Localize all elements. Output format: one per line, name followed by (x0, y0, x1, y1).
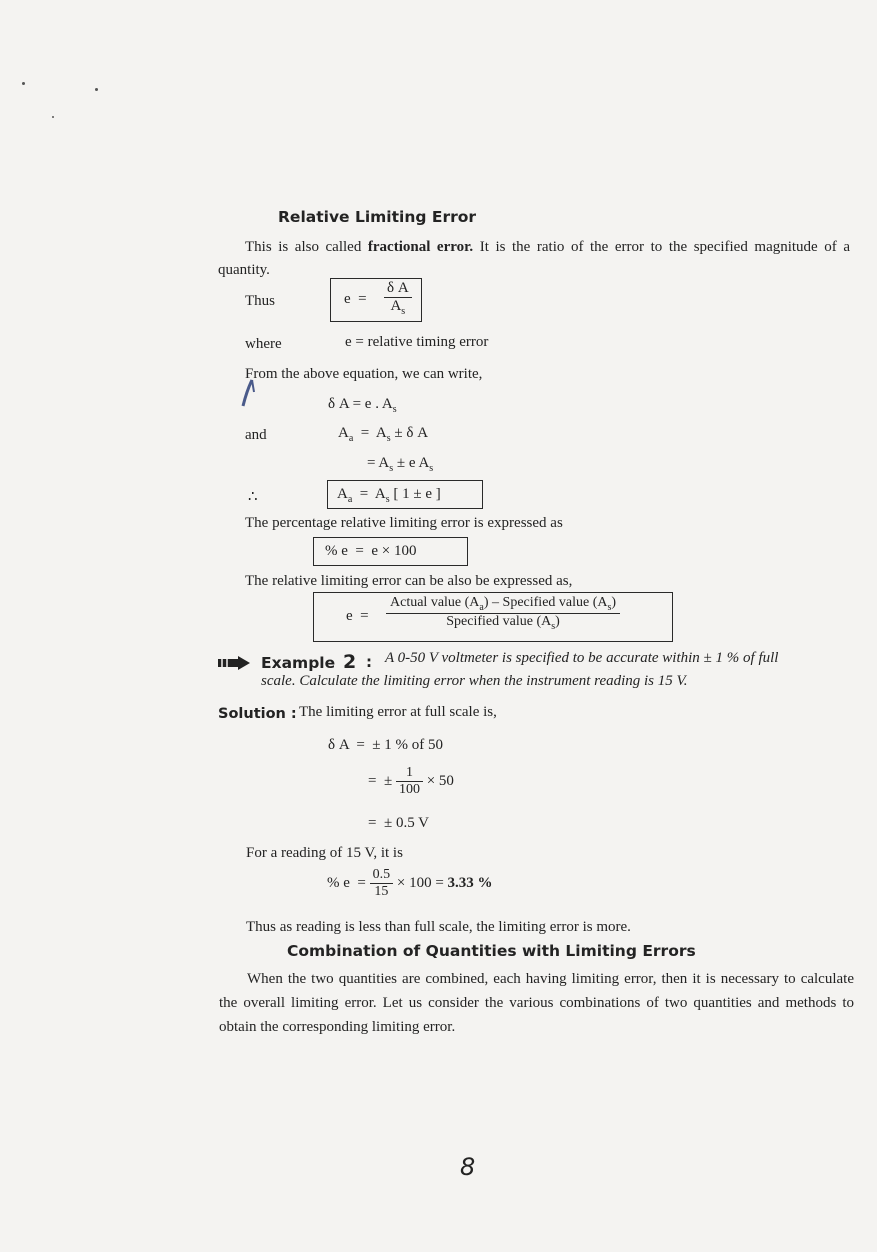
eq6: % e = e × 100 (325, 543, 417, 559)
solution-text: The limiting error at full scale is, (299, 704, 497, 720)
page-number: 8 (460, 1153, 476, 1181)
solution-step-1: δ A = ± 1 % of 50 (328, 737, 444, 753)
solution-step-3: = ± 0.5 V (368, 815, 430, 831)
example-line-2: scale. Calculate the limiting error when the instrument reading is 15 V. (261, 673, 688, 689)
solution-step-4: % e = $\frac{0.5}{15}$ × 100 = 3.33 % (327, 867, 493, 899)
example-line-1: A 0-50 V voltmeter is specified to be accurate within ± 1 % of full (385, 650, 779, 666)
where-label: where (245, 336, 282, 352)
therefore-symbol: ∴ (248, 489, 258, 505)
solution-step-2: = ± $\frac{1}{100}$ × 50 (368, 765, 454, 797)
arrow-icon (218, 656, 252, 670)
from-line: From the above equation, we can write, (245, 366, 483, 382)
thus-label: Thus (245, 293, 275, 309)
eq4: = $A_s \pm e$ $A_s$ (367, 455, 434, 474)
section-heading-relative-limiting-error: Relative Limiting Error (278, 208, 477, 226)
relative-line: The relative limiting error can be also be expressed as, (245, 573, 573, 589)
combination-paragraph: When the two quantities are combined, each having limiting error, then it is necessary to calculate the overall limiting error. Let us consider the various combinations of two quantities and methods to obtain the corresponding limiting error. (219, 971, 854, 1035)
pen-mark-icon (240, 378, 256, 410)
intro-paragraph: This is also called fractional error. It is the ratio of the error to the specified magnitude of a quantity. (218, 239, 850, 278)
percentage-line: The percentage relative limiting error is expressed as (245, 515, 563, 531)
example-label: Example (261, 654, 336, 672)
conclusion-line: Thus as reading is less than full scale, the limiting error is more. (246, 919, 631, 935)
example-number: 2 (343, 651, 357, 673)
example-colon: : (366, 653, 372, 671)
scan-speck (22, 82, 25, 85)
eq5: $A_a = A_s$ [ 1 ± e ] (337, 486, 441, 505)
eq7-lhs: e = (346, 608, 369, 624)
eq3: $A_a = A_s \pm \delta$ A (338, 425, 429, 444)
where-definition: e = relative timing error (345, 334, 489, 350)
eq7-fraction: $\frac{Actual value (A_a) - Specified value (A_s)}{Specified value (A_s)}$ (386, 595, 620, 632)
reading-line: For a reading of 15 V, it is (246, 845, 403, 861)
scan-speck (95, 88, 98, 91)
eq1-fraction: $\frac{\text{δ A}}{A_s}$ (384, 280, 412, 317)
eq1-lhs: e = (344, 291, 367, 307)
section-heading-combination: Combination of Quantities with Limiting Errors (287, 942, 696, 960)
scan-speck (52, 116, 54, 118)
and-label: and (245, 427, 267, 443)
solution-label: Solution : (218, 706, 297, 722)
eq2: δ A = e . $A_s$ (328, 396, 397, 415)
